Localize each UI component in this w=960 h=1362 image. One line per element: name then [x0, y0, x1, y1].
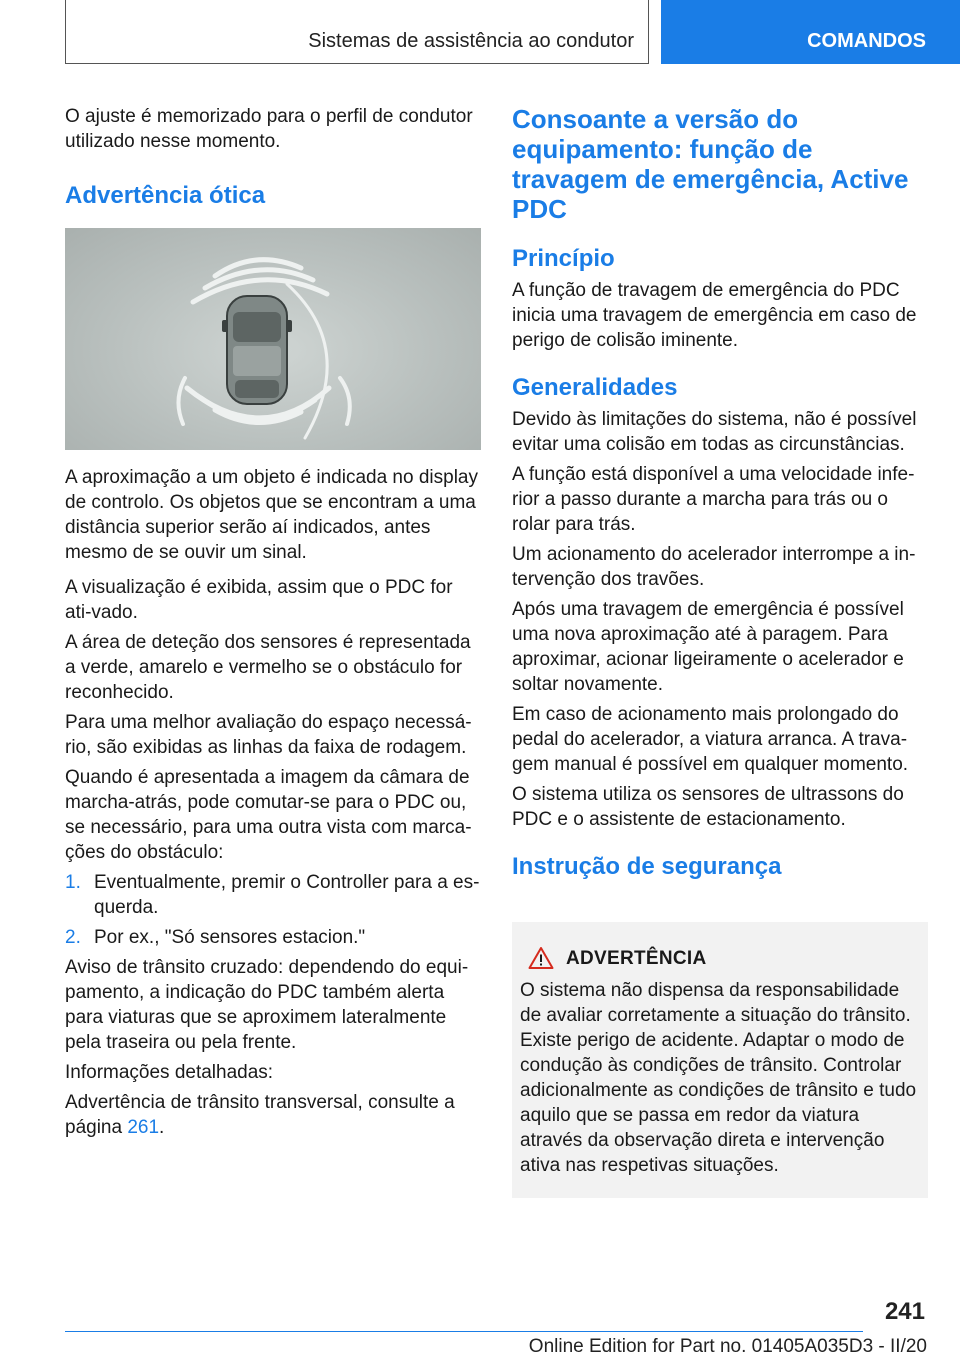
- paragraph-approach-display: A aproximação a um objeto é indicada no display de controlo. Os objetos que se encontram a uma distância superior serão aí indicados, antes mesmo de se ouvir um sinal.: [65, 467, 478, 563]
- heading-visual-warning: Advertência ótica: [65, 182, 266, 209]
- intro-paragraph: O ajuste é memorizado para o perfil de condutor utilizado nesse momento.: [65, 106, 473, 152]
- paragraph-detailed-info: Informações detalhadas:: [65, 1062, 274, 1083]
- page-reference-link[interactable]: 261: [127, 1117, 160, 1138]
- paragraph-general-availability: A função está disponível a uma velocidade infe-rior a passo durante a marcha para trás ou o rolar para trás.: [512, 464, 915, 535]
- warning-title: ADVERTÊNCIA: [566, 948, 707, 969]
- left-column: [65, 104, 481, 1140]
- heading-safety: Instrução de segurança: [512, 853, 782, 880]
- list-item: [65, 925, 481, 950]
- warning-box: [512, 922, 928, 1198]
- warning-header: [520, 946, 920, 972]
- heading-general: Generalidades: [512, 374, 678, 401]
- footer-divider: [65, 1331, 863, 1332]
- list-item: [65, 870, 481, 920]
- header-chapter-tab[interactable]: [661, 0, 960, 64]
- paragraph-display-activated: A visualização é exibida, assim que o PDC for ati-vado.: [65, 577, 453, 623]
- heading-emergency-brake: Consoante a versão do equipamento: função de travagem de emergência, Active PDC: [512, 104, 909, 224]
- header-section-box: [65, 0, 649, 64]
- list-item-number: 2.: [65, 927, 81, 948]
- pdc-car-illustration: [65, 228, 481, 450]
- warning-text: O sistema não dispensa da responsabilidade de avaliar corretamente a situação do trânsito. Existe perigo de acidente. Adaptar o modo de condução às condições de trânsito. Controlar adicionalmente as condições de trânsito e tudo aquilo que se passa em redor da viatura através da observação direta e intervenção ativa nas respetivas situações.: [520, 980, 917, 1176]
- paragraph-cross-traffic: Aviso de trânsito cruzado: dependendo do equi-pamento, a indicação do PDC também alerta para viaturas que se aproximem lateralmente pela traseira ou pela frente.: [65, 957, 469, 1053]
- steps-list: [65, 870, 481, 950]
- paragraph-general-limitations: Devido às limitações do sistema, não é possível evitar uma colisão em todas as circunstâncias.: [512, 409, 917, 455]
- see-page-text: Advertência de trânsito transversal, consulte a página: [65, 1092, 455, 1138]
- paragraph-lane-lines: Para uma melhor avaliação do espaço necessá-rio, são exibidas as linhas da faixa de rodagem.: [65, 712, 472, 758]
- list-item-text: Eventualmente, premir o Controller para a es-querda.: [94, 872, 480, 918]
- heading-principle: Princípio: [512, 245, 615, 272]
- paragraph-see-page: [65, 1090, 481, 1140]
- page-number: 241: [884, 1298, 925, 1325]
- list-item-number: 1.: [65, 872, 81, 893]
- paragraph-general-pedal: Em caso de acionamento mais prolongado do pedal do acelerador, a viatura arranca. A trava-gem manual é possível em qualquer momento.: [512, 704, 909, 775]
- paragraph-general-approach: Após uma travagem de emergência é possível uma nova aproximação até à paragem. Para aproximar, acionar ligeiramente o acelerador e soltar novamente.: [512, 599, 904, 695]
- list-item-text: Por ex., "Só sensores estacion.": [94, 927, 366, 948]
- pdc-display-figure: [65, 228, 481, 450]
- warning-triangle-icon: [528, 946, 554, 970]
- paragraph-principle: A função de travagem de emergência do PDC inicia uma travagem de emergência em caso de perigo de colisão iminente.: [512, 280, 917, 351]
- header-chapter-label: COMANDOS: [807, 30, 926, 52]
- right-column: [512, 104, 928, 882]
- paragraph-general-sensors: O sistema utiliza os sensores de ultrassons do PDC e o assistente de estacionamento.: [512, 784, 904, 830]
- see-page-end: .: [159, 1117, 165, 1138]
- footer-edition: Online Edition for Part no. 01405A035D3 - II/20: [528, 1336, 927, 1357]
- paragraph-sensor-area: A área de deteção dos sensores é representada a verde, amarelo e vermelho se o obstáculo for reconhecido.: [65, 632, 471, 703]
- paragraph-camera-switch: Quando é apresentada a imagem da câmara de marcha-atrás, pode comutar-se para o PDC ou, se necessário, para uma outra vista com marca-ções do obstáculo:: [65, 767, 472, 863]
- paragraph-general-accelerator: Um acionamento do acelerador interrompe a in-tervenção dos travões.: [512, 544, 916, 590]
- header-section-title: Sistemas de assistência ao condutor: [308, 30, 634, 52]
